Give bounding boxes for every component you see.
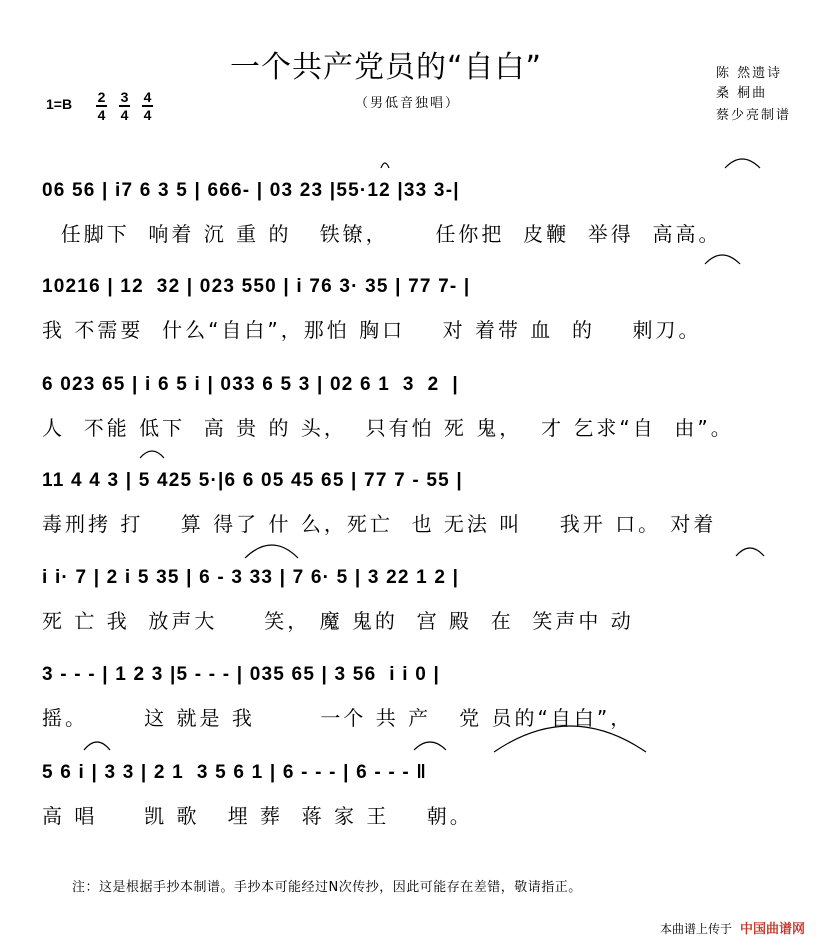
meter-denominator: 4	[143, 107, 152, 123]
notes-line: i i· 7 | 2 i 5 35 | 6 - 3 33 | 7 6· 5 | 3 22 1 2 |	[42, 567, 460, 588]
upload-note: 本曲谱上传于	[660, 922, 733, 936]
notes-line: 11 4 4 3 | 5 425 5·|6 6 05 45 65 | 77 7 - 55 |	[42, 470, 463, 491]
lyrics-line: 我 不需要 什么“自白”，那怕 胸口 对 着带 血 的 刺刀。	[42, 318, 702, 342]
fermata-mark	[381, 163, 389, 168]
credit-transcriber: 蔡少亮制谱	[716, 108, 792, 123]
meter-numerator: 4	[143, 89, 152, 105]
lyrics-line: 任脚下 响着 沉 重 的 铁镣， 任你把 皮鞭 举得 高高。	[42, 222, 722, 246]
slur-mark	[494, 726, 646, 752]
lyrics-line: 摇。 这 就是 我 一个 共 产 党 员的“自白”，	[42, 706, 634, 730]
footnote: 注：这是根据手抄本制谱。手抄本可能经过N次传抄，因此可能存在差错，敬请指正。	[72, 880, 582, 895]
credit-lyricist: 陈 然遗诗	[716, 66, 783, 81]
notes-line: 10216 | 12 32 | 023 550 | i 76 3· 35 | 77 7- |	[42, 276, 471, 297]
notes-line: 6 023 65 | i 6 5 i | 033 6 5 3 | 02 6 1 3 2 |	[42, 374, 459, 395]
meter-numerator: 2	[97, 89, 106, 105]
slur-mark	[245, 545, 298, 558]
site-logo: 中国曲谱网	[740, 922, 806, 937]
lyrics-line: 高 唱 凯 歌 埋 葬 蒋 家 王 朝。	[42, 804, 473, 828]
slur-mark	[736, 548, 764, 556]
meter-denominator: 4	[120, 107, 129, 123]
lyrics-line: 毒刑拷 打 算 得了 什 么，死亡 也 无法 叫 我开 口。 对着	[42, 512, 717, 536]
key-signature: 1=B	[46, 96, 73, 112]
credit-composer: 桑 桐曲	[716, 86, 768, 101]
slur-mark	[725, 159, 760, 168]
lyrics-line: 死 亡 我 放声大 笑， 魔 鬼的 宫 殿 在 笑声中 动	[42, 609, 634, 633]
notes-line: 3 - - - | 1 2 3 |5 - - - | 035 65 | 3 56 i i 0 |	[42, 664, 440, 685]
meter-denominator: 4	[97, 107, 106, 123]
page-subtitle: （男低音独唱）	[355, 96, 461, 111]
notes-line: 5 6 i | 3 3 | 2 1 3 5 6 1 | 6 - - - | 6 - - - ‖	[42, 762, 428, 783]
lyrics-line: 人 不能 低下 高 贵 的 头， 只有怕 死 鬼， 才 乞求“自 由”。	[42, 416, 734, 440]
notes-line: 06 56 | i7 6 3 5 | 666- | 03 23 |55·12 |33 3-|	[42, 180, 460, 201]
slur-mark	[84, 742, 110, 750]
meter-numerator: 3	[120, 89, 129, 105]
slur-mark	[140, 451, 164, 458]
slur-mark	[414, 742, 446, 750]
slur-mark	[705, 255, 740, 264]
page-title: 一个共产党员的“自白”	[230, 50, 543, 85]
